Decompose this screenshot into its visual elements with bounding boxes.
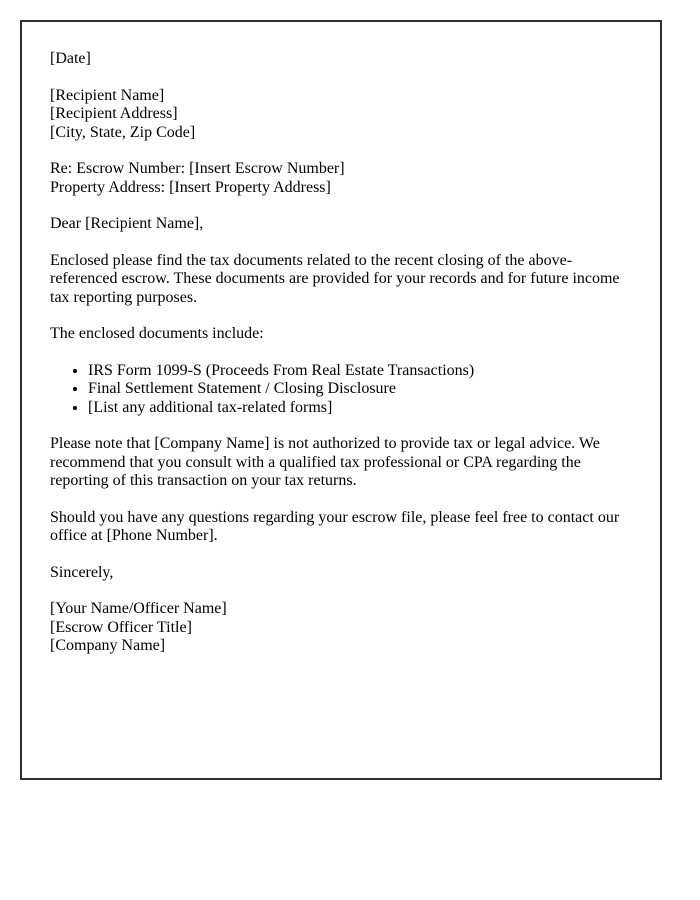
list-item-additional-forms: • [List any additional tax-related forms] xyxy=(88,399,632,418)
date-placeholder: [Date] xyxy=(50,50,91,67)
recipient-name-line: [Recipient Name] xyxy=(50,86,165,104)
disclaimer-paragraph: Please note that [Company Name] is not authorized to provide tax or legal advice. We recommend that you consult with a qualified tax professional or CPA regarding the reporting of this transaction on your tax returns. xyxy=(50,435,600,489)
recipient-address-line: [Recipient Address] xyxy=(50,105,178,122)
contact-paragraph: Should you have any questions regarding your escrow file, please feel free to contact our office at [Phone Number]. xyxy=(50,508,620,544)
closing: Sincerely, xyxy=(50,563,114,581)
enclosed-documents-heading: The enclosed documents include: xyxy=(50,325,264,342)
enclosed-documents-list xyxy=(50,362,632,418)
signature-company-line: [Company Name] xyxy=(50,637,166,654)
list-item-settlement-statement: • Final Settlement Statement / Closing Disclosure xyxy=(88,380,632,399)
signature-block xyxy=(50,600,632,656)
recipient-address-block xyxy=(50,87,632,143)
intro-paragraph: Enclosed please find the tax documents related to the recent closing of the above-referenced escrow. These documents are provided for your records and for future income tax reporting purposes. xyxy=(50,251,620,306)
letter-page xyxy=(20,20,662,780)
property-address-line: Property Address: [Insert Property Address] xyxy=(50,178,331,196)
signature-name-line: [Your Name/Officer Name] xyxy=(50,600,227,617)
recipient-city-state-zip-line: [City, State, Zip Code] xyxy=(50,123,196,141)
salutation: Dear [Recipient Name], xyxy=(50,215,204,232)
reference-block xyxy=(50,160,632,197)
list-item-irs-form: • IRS Form 1099-S (Proceeds From Real Estate Transactions) xyxy=(88,362,632,381)
signature-title-line: [Escrow Officer Title] xyxy=(50,618,192,636)
escrow-number-line: Re: Escrow Number: [Insert Escrow Number] xyxy=(50,160,345,177)
